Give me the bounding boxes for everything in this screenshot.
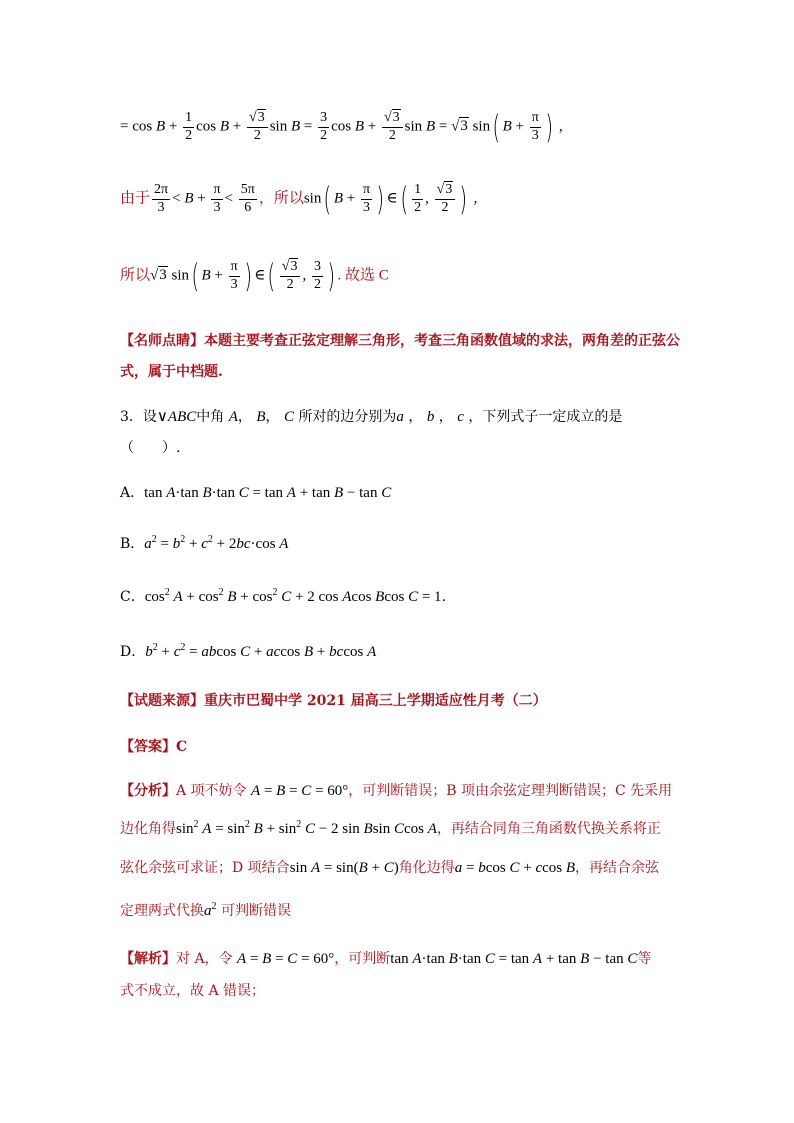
option-a: A．tan A·tan B·tan C = tan A + tan B − tan C bbox=[120, 485, 392, 501]
option-d: D．$b^2 + c^2 = abcos$ C + accos B + bccos A bbox=[120, 642, 377, 660]
analysis-line-4: 定理两式代换$a^2$ 可判断错误 bbox=[120, 901, 291, 919]
answer-line: 【答案】C bbox=[120, 739, 188, 755]
analysis-line-1: 【分析】A 项不妨令 A = B = C = 60°，可判断错误；B 项由余弦定理判断错误；C 先采用 bbox=[120, 783, 673, 799]
equation-line-3: 所以√3 sin( B + $\frac{\pi}{3}$ ) ∈( $\frac{√3}{2}$ , $\frac{3}{2}$ ) . 故选 C bbox=[120, 257, 389, 295]
option-c: C．$\cos^2 A + \cos^2 B + \cos^2 C + 2$ cos Acos Bcos C = 1. bbox=[120, 587, 447, 605]
equation-line-1: = cos B + $\frac{1}{2}$ cos B + $\frac{√3}{2}$ sin B = $\frac{3}{2}$ cos B + $\frac{√3}{2}$ sin B = √3 sin( B + $\frac{\pi}{3}$ ) , bbox=[120, 108, 563, 146]
solution-line-1: 【解析】对 A，令 A = B = C = 60°，可判断tan A·tan B·tan C = tan A + tan B − tan C等 bbox=[120, 951, 652, 967]
option-b: B．$a^2 = b^2 + c^2 + 2bc\cdot\cos$ A bbox=[120, 534, 289, 552]
tip-line-1: 【名师点睛】本题主要考查正弦定理解三角形，考查三角函数值域的求法，两角差的正弦公 bbox=[120, 333, 680, 349]
question-stem: 3．设∨ABC中角 A， B， C 所对的边分别为a ， b ， c ，下列式子一定成立的是 bbox=[120, 409, 623, 425]
question-blank: （ ）. bbox=[120, 440, 181, 456]
equation-line-2: 由于 $\frac{2\pi}{3}$ < B + $\frac{\pi}{3}$ < $\frac{5\pi}{6}$ ，所以sin( B + $\frac{\pi}{3}$ ) ∈( $\frac{1}{2}$ , $\frac{√3}{2}$ ) , bbox=[120, 180, 478, 218]
analysis-line-2: 边化角得$\sin^2 A = \sin^2 B + \sin^2 C - 2$ sin Bsin Ccos A，再结合同角三角函数代换关系将正 bbox=[120, 819, 661, 837]
analysis-line-3: 弦化余弦可求证；D 项结合sin A = sin(B + C)角化边得a = bcos C + ccos B，再结合余弦 bbox=[120, 860, 660, 876]
solution-line-2: 式不成立，故 A 错误； bbox=[120, 983, 266, 999]
source-line: 【试题来源】重庆市巴蜀中学 2021 届高三上学期适应性月考（二） bbox=[120, 693, 547, 709]
tip-line-2: 式，属于中档题. bbox=[120, 364, 223, 380]
